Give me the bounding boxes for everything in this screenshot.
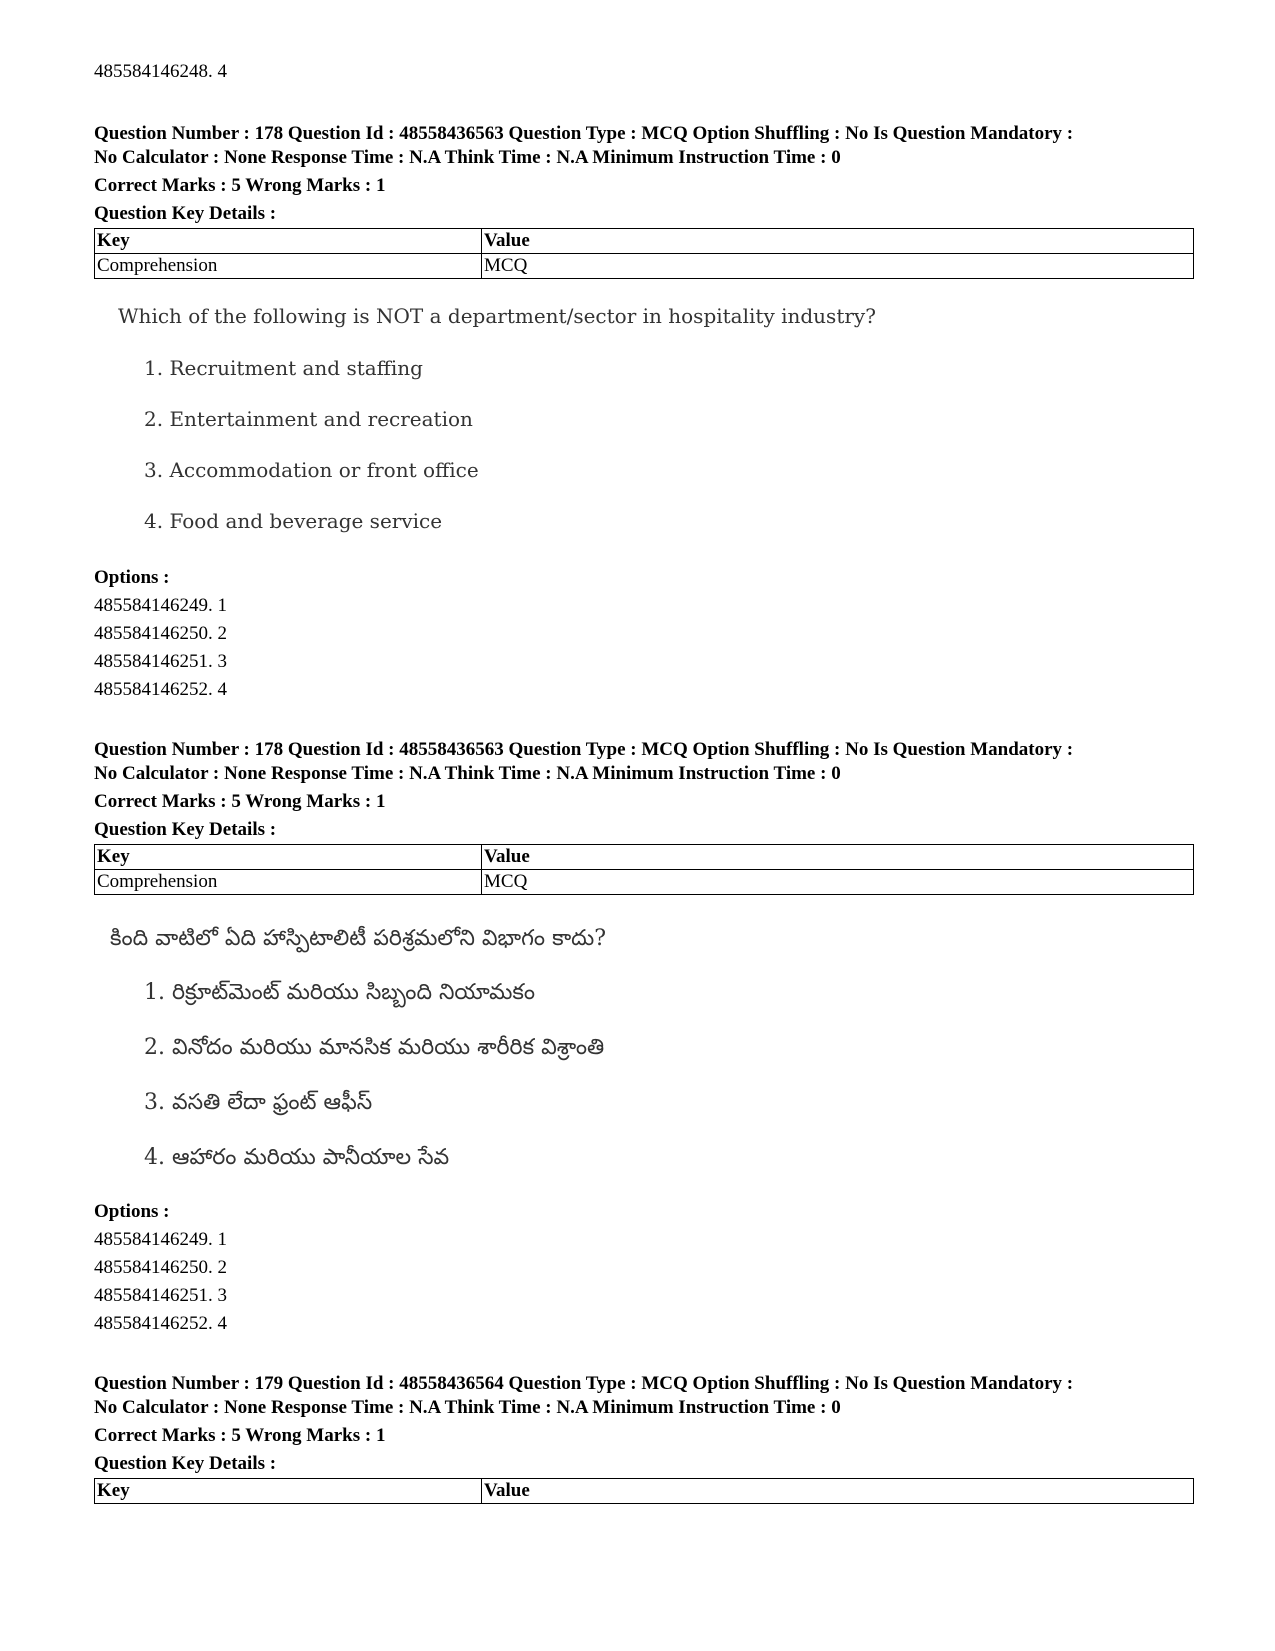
question-header-line-1: Question Number : 178 Question Id : 48558436563 Question Type : MCQ Option Shuffling : No Is Question Mandatory : <box>94 739 1074 760</box>
choice-item: 4. Food and beverage service <box>144 509 443 533</box>
question-header-line-1: Question Number : 178 Question Id : 48558436563 Question Type : MCQ Option Shuffling : No Is Question Mandatory : <box>94 123 1074 144</box>
option-item: 485584146251. 3 <box>94 1285 227 1306</box>
table-row <box>95 870 1194 895</box>
key-details-table <box>94 228 1194 279</box>
option-item: 485584146252. 4 <box>94 1313 227 1334</box>
choice-item: 1. Recruitment and staffing <box>144 356 423 380</box>
question-header-line-2: No Calculator : None Response Time : N.A Think Time : N.A Minimum Instruction Time : 0 <box>94 763 841 784</box>
options-section-1 <box>94 564 227 704</box>
question-header-line-2: No Calculator : None Response Time : N.A Think Time : N.A Minimum Instruction Time : 0 <box>94 147 841 168</box>
table-header-row <box>95 229 1194 254</box>
choice-item: 4. ఆహారం మరియు పానీయాల సేవ <box>144 1145 450 1170</box>
question-header-line-2: No Calculator : None Response Time : N.A Think Time : N.A Minimum Instruction Time : 0 <box>94 1397 841 1418</box>
key-header-cell: Key <box>95 1479 482 1504</box>
choice-item: 2. Entertainment and recreation <box>144 407 473 431</box>
value-cell: MCQ <box>482 870 1194 895</box>
value-header-cell: Value <box>482 1479 1194 1504</box>
key-details-table <box>94 1478 1194 1504</box>
key-cell: Comprehension <box>95 254 482 279</box>
value-header-cell: Value <box>482 845 1194 870</box>
option-item: 485584146250. 2 <box>94 623 227 644</box>
question-image <box>118 301 1194 557</box>
options-list <box>94 592 227 704</box>
question-header-line-1: Question Number : 179 Question Id : 48558436564 Question Type : MCQ Option Shuffling : No Is Question Mandatory : <box>94 1373 1074 1394</box>
key-header-cell: Key <box>95 845 482 870</box>
choice-list <box>144 353 1194 557</box>
choice-item: 2. వినోదం మరియు మానసిక మరియు శారీరిక విశ్రాంతి <box>144 1035 605 1060</box>
option-item: 485584146250. 2 <box>94 1257 227 1278</box>
table-header-row <box>95 845 1194 870</box>
table-row <box>95 254 1194 279</box>
options-label: Options : <box>94 1201 170 1222</box>
table-header-row <box>95 1479 1194 1504</box>
value-cell: MCQ <box>482 254 1194 279</box>
key-cell: Comprehension <box>95 870 482 895</box>
key-header-cell: Key <box>95 229 482 254</box>
key-details-label: Question Key Details : <box>94 1453 277 1474</box>
marks-line: Correct Marks : 5 Wrong Marks : 1 <box>94 175 386 196</box>
key-details-label: Question Key Details : <box>94 819 277 840</box>
options-list <box>94 1226 227 1338</box>
choice-list <box>144 975 1194 1195</box>
marks-line: Correct Marks : 5 Wrong Marks : 1 <box>94 1425 386 1446</box>
options-label: Options : <box>94 567 170 588</box>
value-header-cell: Value <box>482 229 1194 254</box>
choice-item: 1. రిక్రూట్‌మెంట్ మరియు సిబ్బంది నియామకం <box>144 980 535 1005</box>
question-block-1 <box>94 122 1194 557</box>
question-text: కింది వాటిలో ఏది హాస్పిటాలిటీ పరిశ్రమలోని విభాగం కాదు? <box>110 926 607 951</box>
marks-line: Correct Marks : 5 Wrong Marks : 1 <box>94 791 386 812</box>
choice-item: 3. Accommodation or front office <box>144 458 479 482</box>
question-image <box>110 921 1194 1195</box>
key-details-table <box>94 844 1194 895</box>
option-item: 485584146249. 1 <box>94 595 227 616</box>
option-item: 485584146252. 4 <box>94 679 227 700</box>
option-item: 485584146249. 1 <box>94 1229 227 1250</box>
key-details-label: Question Key Details : <box>94 203 277 224</box>
choice-item: 3. వసతి లేదా ఫ్రంట్ ఆఫీస్ <box>144 1090 373 1115</box>
options-section-2 <box>94 1198 227 1338</box>
question-text: Which of the following is NOT a department/sector in hospitality industry? <box>118 304 876 328</box>
option-item: 485584146251. 3 <box>94 651 227 672</box>
previous-option-line: 485584146248. 4 <box>94 61 227 82</box>
question-block-3 <box>94 1372 1194 1504</box>
question-block-2 <box>94 738 1194 1195</box>
